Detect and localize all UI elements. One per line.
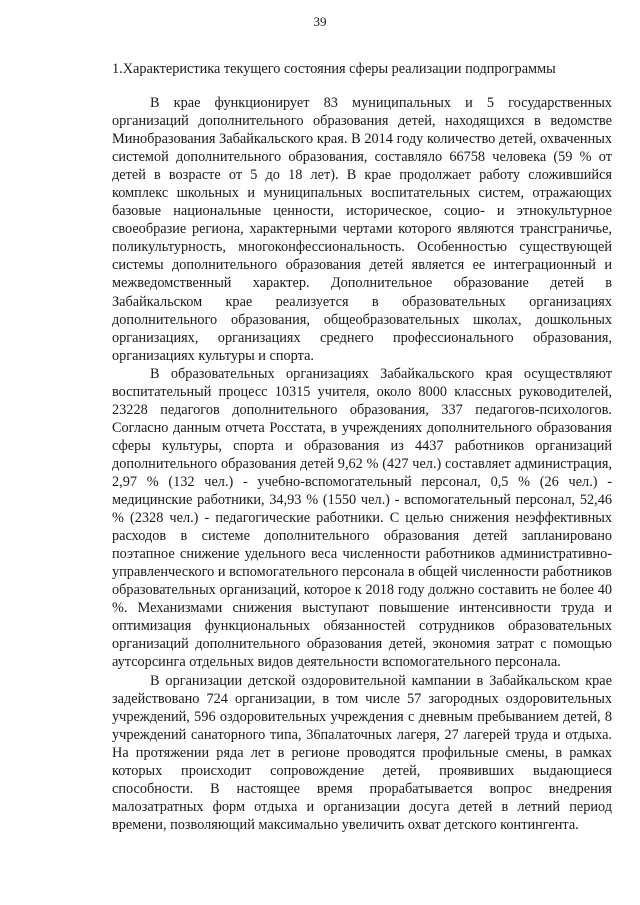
- page-number: 39: [313, 14, 327, 29]
- paragraph-staff-statistics: В образовательных организациях Забайкальского края осуществляют воспитательный процесс 10315 учителя, около 8000 классных руководителей, 23228 педагогов дополнительного образования, 337 педагогов-психологов. Согласно данным отчета Росстата, в учреждениях дополнительного образования сферы культуры, спорта и образования из 4437 работников организаций дополнительного образования детей 9,62 % (427 чел.) составляет администрация, 2,97 % (132 чел.) - учебно-вспомогательный персонал, 0,5 % (26 чел.) - медицинские работники, 34,93 % (1550 чел.) - вспомогательный персонал, 52,46 % (2328 чел.) - педагогические работники. С целью снижения неэффективных расходов в системе дополнительного образования детей запланировано поэтапное снижение удельного веса численности работников административно-управленческого и вспомогательного персонала в общей численности работников образовательных организаций, которое к 2018 году должно составить не более 40 %. Механизмами снижения выступают повышение интенсивности труда и оптимизация функциональных обязанностей сотрудников образовательных организаций дополнительного образования детей, экономия затрат с помощью аутсорсинга отдельных видов деятельности вспомогательного персонала.: [112, 365, 612, 671]
- paragraph-additional-education: В крае функционирует 83 муниципальных и 5 государственных организаций дополнительного образования детей, находящихся в ведомстве Минобразования Забайкальского края. В 2014 году количество детей, охваченных системой дополнительного образования, составляло 66758 человека (59 % от детей в возрасте от 5 до 18 лет). В крае продолжает работу сложившийся комплекс школьных и муниципальных воспитательных систем, отражающих базовые национальные ценности, историческое, социо- и этнокультурное своеобразие региона, характерными чертами которого являются трансграничье, поликультурность, многоконфессиональность. Особенностью существующей системы дополнительного образования детей является ее интеграционный и межведомственный характер. Дополнительное образование детей в Забайкальском крае реализуется в образовательных организациях дополнительного образования, общеобразовательных школах, дошкольных организациях, организациях среднего профессионального образования, организациях культуры и спорта.: [112, 95, 612, 364]
- paragraph-summer-camps: В организации детской оздоровительной кампании в Забайкальском крае задействовано 724 организации, в том числе 57 загородных оздоровительных учреждений, 596 оздоровительных учреждения с дневным пребыванием детей, 8 учреждений санаторного типа, 36палаточных лагеря, 27 лагерей труда и отдыха. На протяжении ряда лет в регионе проводятся профильные смены, в рамках которых происходит сопровождение детей, проявивших выдающиеся способности. В настоящее время прорабатывается вопрос внедрения малозатратных форм отдыха и организации досуга детей в летний период времени, позволяющий максимально увеличить охват детского контингента.: [112, 672, 612, 833]
- section-heading: 1.Характеристика текущего состояния сферы реализации подпрограммы: [112, 61, 556, 77]
- body-text: [112, 94, 612, 834]
